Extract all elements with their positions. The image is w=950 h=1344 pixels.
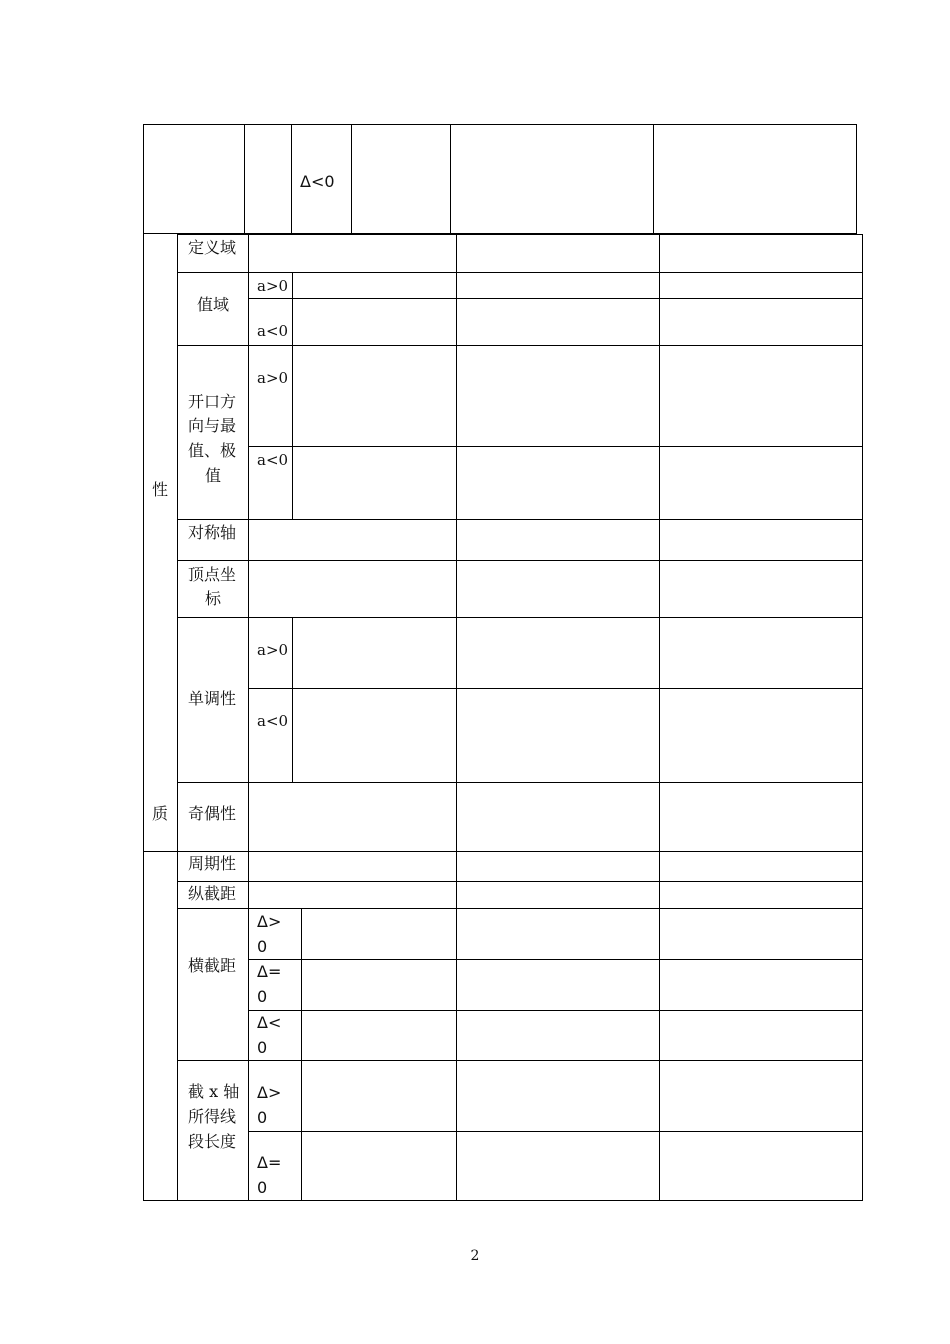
row-label-monotonic: 单调性 xyxy=(188,689,237,708)
rule xyxy=(143,124,144,234)
condition-a-negative: a<0 xyxy=(257,451,289,469)
rule xyxy=(143,851,863,852)
rule xyxy=(143,124,857,125)
rule xyxy=(143,234,144,1201)
rule xyxy=(248,234,249,1201)
condition-delta-negative-line1: Δ< xyxy=(257,1013,282,1032)
condition-delta-positive-line2: 0 xyxy=(257,937,268,956)
condition-delta-positive-line1: Δ> xyxy=(257,912,282,931)
rule xyxy=(653,124,654,234)
rule xyxy=(177,908,863,909)
row-label-x-intercept: 横截距 xyxy=(188,956,237,975)
rule xyxy=(248,688,863,689)
row-label-parity: 奇偶性 xyxy=(188,804,237,823)
row-label-segment-line1: 截 x 轴 xyxy=(188,1082,240,1101)
rule xyxy=(292,273,293,346)
condition-delta-zero-line1: Δ= xyxy=(257,1153,282,1172)
row-label-opening-line1: 开口方 xyxy=(188,392,237,411)
condition-delta-negative-line2: 0 xyxy=(257,1038,268,1057)
condition-a-negative: a<0 xyxy=(257,712,289,730)
row-label-domain: 定义域 xyxy=(188,238,237,257)
rule xyxy=(177,519,863,520)
rule xyxy=(244,124,245,234)
row-label-opening-line2: 向与最 xyxy=(188,416,237,435)
condition-a-positive: a>0 xyxy=(257,277,289,295)
rule xyxy=(248,959,863,960)
rule xyxy=(301,908,302,1201)
rule xyxy=(856,124,857,234)
delta-negative-label: Δ<0 xyxy=(300,172,335,191)
page-number: 2 xyxy=(470,1248,480,1264)
section-label-xing: 性 xyxy=(152,480,169,499)
row-label-range: 值域 xyxy=(197,295,230,314)
row-label-opening-line4: 值 xyxy=(205,466,222,485)
condition-delta-zero-line1: Δ= xyxy=(257,962,282,981)
rule xyxy=(291,124,292,234)
rule xyxy=(177,1060,863,1061)
condition-delta-zero-line2: 0 xyxy=(257,1178,268,1197)
condition-a-negative: a<0 xyxy=(257,322,289,340)
rule xyxy=(248,1010,863,1011)
row-label-axis: 对称轴 xyxy=(188,523,237,542)
rule xyxy=(177,881,863,882)
row-label-opening-line3: 值、极 xyxy=(188,441,237,460)
row-label-period: 周期性 xyxy=(188,854,237,873)
rule xyxy=(248,1131,863,1132)
condition-delta-positive-line2: 0 xyxy=(257,1108,268,1127)
rule xyxy=(659,234,660,1201)
row-label-vertex-line2: 标 xyxy=(205,589,222,608)
rule xyxy=(450,124,451,234)
condition-a-positive: a>0 xyxy=(257,369,289,387)
rule xyxy=(177,617,863,618)
rule xyxy=(177,560,863,561)
condition-delta-zero-line2: 0 xyxy=(257,987,268,1006)
row-label-y-intercept: 纵截距 xyxy=(188,884,237,903)
rule xyxy=(248,298,863,299)
rule xyxy=(456,234,457,1201)
rule xyxy=(292,346,293,520)
row-label-vertex-line1: 顶点坐 xyxy=(188,565,237,584)
rule xyxy=(177,234,178,1201)
rule xyxy=(351,124,352,234)
row-label-segment-line3: 段长度 xyxy=(188,1132,237,1151)
rule xyxy=(177,345,863,346)
rule xyxy=(292,618,293,783)
rule xyxy=(248,446,863,447)
rule xyxy=(143,1200,863,1201)
rule xyxy=(177,234,863,235)
rule xyxy=(177,782,863,783)
condition-a-positive: a>0 xyxy=(257,641,289,659)
row-label-segment-line2: 所得线 xyxy=(188,1107,237,1126)
condition-delta-positive-line1: Δ> xyxy=(257,1083,282,1102)
section-label-zhi: 质 xyxy=(152,804,169,823)
rule xyxy=(177,272,863,273)
rule xyxy=(862,234,863,1201)
